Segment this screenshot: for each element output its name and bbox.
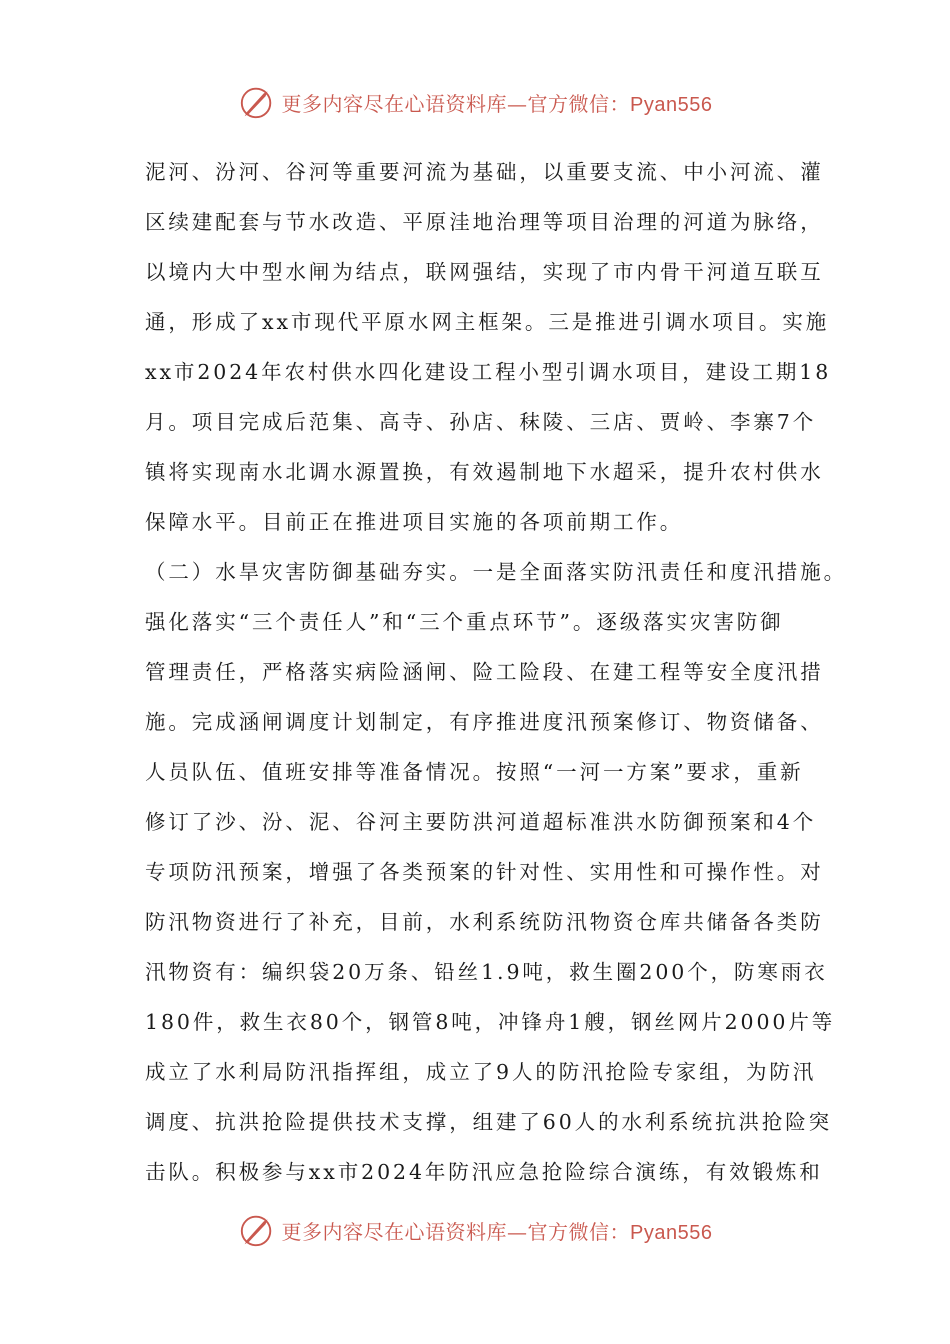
- body-line: （二）水旱灾害防御基础夯实。一是全面落实防汛责任和度汛措施。: [145, 560, 847, 584]
- body-line: 击队。积极参与xx市2024年防汛应急抢险综合演练，有效锻炼和: [145, 1160, 823, 1184]
- body-line: 强化落实“三个责任人”和“三个重点环节”。逐级落实灾害防御: [145, 610, 784, 634]
- body-line: 月。项目完成后范集、高寺、孙店、秣陵、三店、贾岭、李寨7个: [145, 410, 817, 434]
- body-line: 通，形成了xx市现代平原水网主框架。三是推进引调水项目。实施: [145, 310, 830, 334]
- body-line: 修订了沙、汾、泥、谷河主要防洪河道超标准洪水防御预案和4个: [145, 810, 817, 834]
- body-line: 人员队伍、值班安排等准备情况。按照“一河一方案”要求，重新: [145, 760, 804, 784]
- banner-wechat-id: Pyan556: [630, 93, 713, 116]
- body-line: 汛物资有：编织袋20万条、铅丝1.9吨，救生圈200个，防寒雨衣: [145, 960, 828, 984]
- body-line: 泥河、汾河、谷河等重要河流为基础，以重要支流、中小河流、灌: [145, 160, 824, 184]
- body-line: 成立了水利局防汛指挥组，成立了9人的防汛抢险专家组，为防汛: [145, 1060, 817, 1084]
- body-line: 施。完成涵闸调度计划制定，有序推进度汛预案修订、物资储备、: [145, 710, 824, 734]
- body-line: 以境内大中型水闸为结点，联网强结，实现了市内骨干河道互联互: [145, 260, 824, 284]
- body-line: xx市2024年农村供水四化建设工程小型引调水项目，建设工期18: [145, 360, 832, 384]
- pen-logo-icon: [238, 1211, 276, 1249]
- body-line: 保障水平。目前正在推进项目实施的各项前期工作。: [145, 510, 684, 534]
- header-watermark-banner: [0, 80, 950, 124]
- document-body: [145, 147, 847, 1197]
- banner-text-cn: 更多内容尽在心语资料库—官方微信：: [281, 91, 631, 116]
- pen-logo-icon: [238, 83, 276, 121]
- body-line: 管理责任，严格落实病险涵闸、险工险段、在建工程等安全度汛措: [145, 660, 824, 684]
- body-line: 调度、抗洪抢险提供技术支撑，组建了60人的水利系统抗洪抢险突: [145, 1110, 833, 1134]
- banner-wechat-id: Pyan556: [630, 1221, 713, 1244]
- banner-text: [282, 88, 713, 117]
- body-line: 防汛物资进行了补充，目前，水利系统防汛物资仓库共储备各类防: [145, 910, 824, 934]
- body-line: 180件，救生衣80个，钢管8吨，冲锋舟1艘，钢丝网片2000片等: [145, 1010, 836, 1034]
- banner-text: [282, 1216, 713, 1245]
- banner-text-cn: 更多内容尽在心语资料库—官方微信：: [281, 1219, 631, 1244]
- body-line: 区续建配套与节水改造、平原洼地治理等项目治理的河道为脉络，: [145, 210, 824, 234]
- body-line: 专项防汛预案，增强了各类预案的针对性、实用性和可操作性。对: [145, 860, 824, 884]
- footer-watermark-banner: [0, 1208, 950, 1252]
- body-line: 镇将实现南水北调水源置换，有效遏制地下水超采，提升农村供水: [145, 460, 824, 484]
